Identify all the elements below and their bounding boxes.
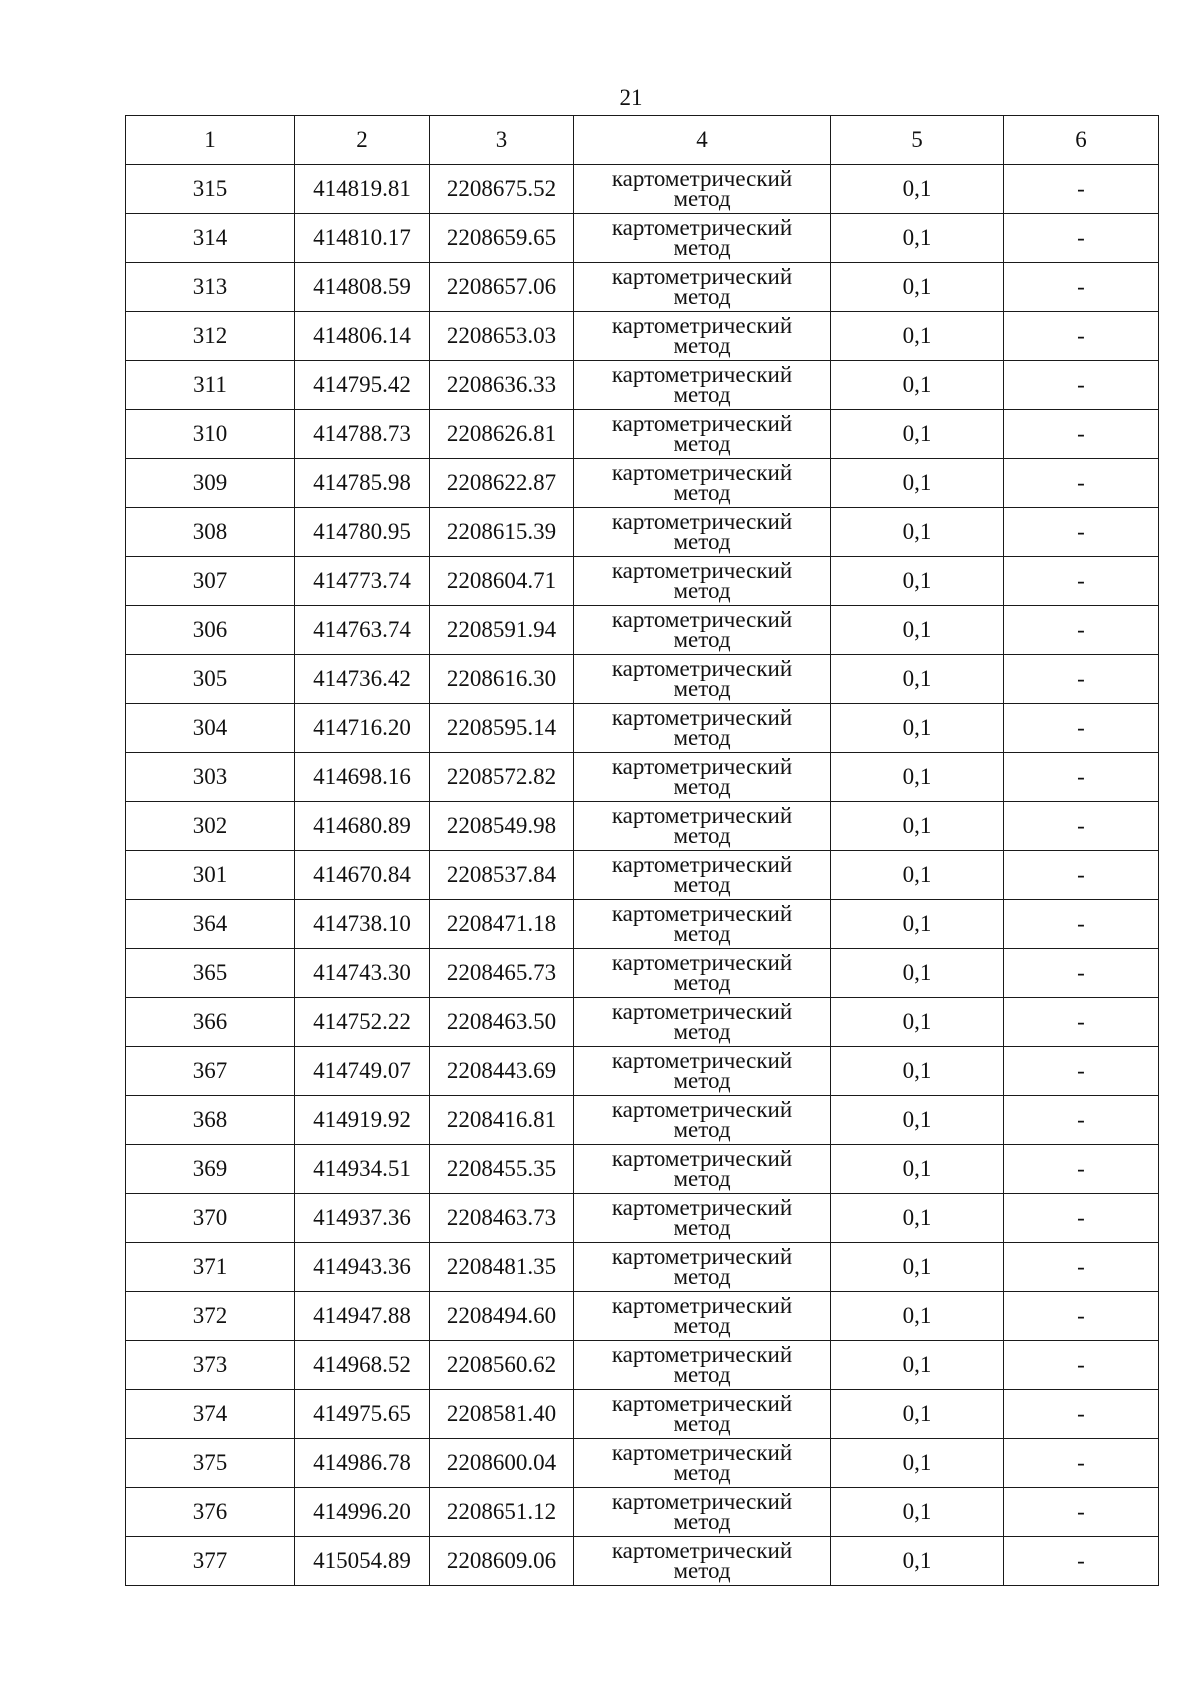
table-row bbox=[126, 1292, 1159, 1341]
coordinates-table bbox=[125, 115, 1159, 1586]
x-coordinate-cell: 414810.17 bbox=[295, 214, 430, 263]
method-line-2: метод bbox=[673, 676, 731, 701]
x-coordinate-cell: 414919.92 bbox=[295, 1096, 430, 1145]
accuracy-cell: 0,1 bbox=[831, 1341, 1004, 1390]
method-line-2: метод bbox=[673, 1460, 731, 1485]
method-line-1: картометрический bbox=[611, 558, 793, 583]
point-number-cell: 308 bbox=[126, 508, 295, 557]
method-line-2: метод bbox=[673, 1166, 731, 1191]
method-line-2: метод bbox=[673, 1509, 731, 1534]
note-cell: - bbox=[1004, 165, 1159, 214]
point-number-cell: 305 bbox=[126, 655, 295, 704]
table-row bbox=[126, 165, 1159, 214]
method-cell bbox=[574, 900, 831, 949]
method-line-2: метод bbox=[673, 725, 731, 750]
x-coordinate-cell: 414785.98 bbox=[295, 459, 430, 508]
method-line-1: картометрический bbox=[611, 852, 793, 877]
method-line-1: картометрический bbox=[611, 999, 793, 1024]
method-cell bbox=[574, 1292, 831, 1341]
method-line-1: картометрический bbox=[611, 1391, 793, 1416]
method-line-2: метод bbox=[673, 333, 731, 358]
method-cell bbox=[574, 655, 831, 704]
note-cell: - bbox=[1004, 263, 1159, 312]
y-coordinate-cell: 2208626.81 bbox=[430, 410, 574, 459]
method-line-2: метод bbox=[673, 627, 731, 652]
point-number-cell: 370 bbox=[126, 1194, 295, 1243]
y-coordinate-cell: 2208549.98 bbox=[430, 802, 574, 851]
accuracy-cell: 0,1 bbox=[831, 1194, 1004, 1243]
point-number-cell: 302 bbox=[126, 802, 295, 851]
accuracy-cell: 0,1 bbox=[831, 1537, 1004, 1586]
x-coordinate-cell: 414947.88 bbox=[295, 1292, 430, 1341]
method-line-1: картометрический bbox=[611, 1244, 793, 1269]
table-row bbox=[126, 508, 1159, 557]
accuracy-cell: 0,1 bbox=[831, 998, 1004, 1047]
method-line-1: картометрический bbox=[611, 313, 793, 338]
method-cell bbox=[574, 410, 831, 459]
note-cell: - bbox=[1004, 949, 1159, 998]
y-coordinate-cell: 2208443.69 bbox=[430, 1047, 574, 1096]
method-line-1: картометрический bbox=[611, 1097, 793, 1122]
x-coordinate-cell: 414763.74 bbox=[295, 606, 430, 655]
method-line-1: картометрический bbox=[611, 950, 793, 975]
method-cell bbox=[574, 1047, 831, 1096]
method-line-1: картометрический bbox=[611, 901, 793, 926]
method-cell bbox=[574, 704, 831, 753]
method-cell bbox=[574, 459, 831, 508]
method-cell bbox=[574, 312, 831, 361]
x-coordinate-cell: 414808.59 bbox=[295, 263, 430, 312]
method-cell bbox=[574, 606, 831, 655]
accuracy-cell: 0,1 bbox=[831, 655, 1004, 704]
method-line-2: метод bbox=[673, 480, 731, 505]
column-header-4: 4 bbox=[574, 116, 831, 165]
method-cell bbox=[574, 753, 831, 802]
y-coordinate-cell: 2208651.12 bbox=[430, 1488, 574, 1537]
y-coordinate-cell: 2208657.06 bbox=[430, 263, 574, 312]
accuracy-cell: 0,1 bbox=[831, 1488, 1004, 1537]
method-line-1: картометрический bbox=[611, 705, 793, 730]
method-cell bbox=[574, 1194, 831, 1243]
method-line-2: метод bbox=[673, 1117, 731, 1142]
table-row bbox=[126, 998, 1159, 1047]
accuracy-cell: 0,1 bbox=[831, 606, 1004, 655]
x-coordinate-cell: 414788.73 bbox=[295, 410, 430, 459]
y-coordinate-cell: 2208471.18 bbox=[430, 900, 574, 949]
method-line-1: картометрический bbox=[611, 754, 793, 779]
table-row bbox=[126, 1194, 1159, 1243]
method-cell bbox=[574, 1145, 831, 1194]
accuracy-cell: 0,1 bbox=[831, 1243, 1004, 1292]
accuracy-cell: 0,1 bbox=[831, 1096, 1004, 1145]
point-number-cell: 365 bbox=[126, 949, 295, 998]
method-line-2: метод bbox=[673, 1068, 731, 1093]
method-line-1: картометрический bbox=[611, 1293, 793, 1318]
method-line-2: метод bbox=[673, 382, 731, 407]
point-number-cell: 309 bbox=[126, 459, 295, 508]
x-coordinate-cell: 414743.30 bbox=[295, 949, 430, 998]
method-cell bbox=[574, 802, 831, 851]
method-line-1: картометрический bbox=[611, 215, 793, 240]
method-line-2: метод bbox=[673, 921, 731, 946]
x-coordinate-cell: 414943.36 bbox=[295, 1243, 430, 1292]
x-coordinate-cell: 414752.22 bbox=[295, 998, 430, 1047]
table-row bbox=[126, 1145, 1159, 1194]
x-coordinate-cell: 414738.10 bbox=[295, 900, 430, 949]
point-number-cell: 310 bbox=[126, 410, 295, 459]
note-cell: - bbox=[1004, 606, 1159, 655]
point-number-cell: 375 bbox=[126, 1439, 295, 1488]
y-coordinate-cell: 2208675.52 bbox=[430, 165, 574, 214]
note-cell: - bbox=[1004, 1390, 1159, 1439]
accuracy-cell: 0,1 bbox=[831, 263, 1004, 312]
x-coordinate-cell: 414749.07 bbox=[295, 1047, 430, 1096]
note-cell: - bbox=[1004, 1047, 1159, 1096]
y-coordinate-cell: 2208537.84 bbox=[430, 851, 574, 900]
y-coordinate-cell: 2208463.50 bbox=[430, 998, 574, 1047]
y-coordinate-cell: 2208581.40 bbox=[430, 1390, 574, 1439]
y-coordinate-cell: 2208572.82 bbox=[430, 753, 574, 802]
table-header-row bbox=[126, 116, 1159, 165]
y-coordinate-cell: 2208595.14 bbox=[430, 704, 574, 753]
accuracy-cell: 0,1 bbox=[831, 459, 1004, 508]
accuracy-cell: 0,1 bbox=[831, 753, 1004, 802]
accuracy-cell: 0,1 bbox=[831, 900, 1004, 949]
note-cell: - bbox=[1004, 1537, 1159, 1586]
note-cell: - bbox=[1004, 1096, 1159, 1145]
method-cell bbox=[574, 214, 831, 263]
accuracy-cell: 0,1 bbox=[831, 1292, 1004, 1341]
point-number-cell: 366 bbox=[126, 998, 295, 1047]
point-number-cell: 312 bbox=[126, 312, 295, 361]
method-line-1: картометрический bbox=[611, 607, 793, 632]
accuracy-cell: 0,1 bbox=[831, 802, 1004, 851]
column-header-6: 6 bbox=[1004, 116, 1159, 165]
y-coordinate-cell: 2208622.87 bbox=[430, 459, 574, 508]
x-coordinate-cell: 414680.89 bbox=[295, 802, 430, 851]
x-coordinate-cell: 414780.95 bbox=[295, 508, 430, 557]
page-number: 21 bbox=[619, 85, 643, 110]
method-cell bbox=[574, 508, 831, 557]
y-coordinate-cell: 2208494.60 bbox=[430, 1292, 574, 1341]
method-line-1: картометрический bbox=[611, 1440, 793, 1465]
table-row bbox=[126, 1047, 1159, 1096]
table-body bbox=[126, 165, 1159, 1586]
table-row bbox=[126, 851, 1159, 900]
accuracy-cell: 0,1 bbox=[831, 557, 1004, 606]
point-number-cell: 313 bbox=[126, 263, 295, 312]
note-cell: - bbox=[1004, 214, 1159, 263]
x-coordinate-cell: 414806.14 bbox=[295, 312, 430, 361]
y-coordinate-cell: 2208636.33 bbox=[430, 361, 574, 410]
point-number-cell: 306 bbox=[126, 606, 295, 655]
accuracy-cell: 0,1 bbox=[831, 851, 1004, 900]
point-number-cell: 314 bbox=[126, 214, 295, 263]
column-header-5: 5 bbox=[831, 116, 1004, 165]
method-line-2: метод bbox=[673, 431, 731, 456]
accuracy-cell: 0,1 bbox=[831, 1047, 1004, 1096]
table-row bbox=[126, 655, 1159, 704]
method-line-2: метод bbox=[673, 774, 731, 799]
note-cell: - bbox=[1004, 1488, 1159, 1537]
note-cell: - bbox=[1004, 1439, 1159, 1488]
y-coordinate-cell: 2208465.73 bbox=[430, 949, 574, 998]
table-row bbox=[126, 557, 1159, 606]
method-cell bbox=[574, 1537, 831, 1586]
note-cell: - bbox=[1004, 361, 1159, 410]
y-coordinate-cell: 2208604.71 bbox=[430, 557, 574, 606]
method-line-2: метод bbox=[673, 1215, 731, 1240]
method-cell bbox=[574, 1488, 831, 1537]
column-header-3: 3 bbox=[430, 116, 574, 165]
accuracy-cell: 0,1 bbox=[831, 1439, 1004, 1488]
point-number-cell: 377 bbox=[126, 1537, 295, 1586]
method-line-1: картометрический bbox=[611, 411, 793, 436]
point-number-cell: 367 bbox=[126, 1047, 295, 1096]
method-line-2: метод bbox=[673, 1558, 731, 1583]
method-line-1: картометрический bbox=[611, 362, 793, 387]
accuracy-cell: 0,1 bbox=[831, 1145, 1004, 1194]
point-number-cell: 373 bbox=[126, 1341, 295, 1390]
note-cell: - bbox=[1004, 557, 1159, 606]
y-coordinate-cell: 2208616.30 bbox=[430, 655, 574, 704]
method-line-1: картометрический bbox=[611, 264, 793, 289]
note-cell: - bbox=[1004, 900, 1159, 949]
method-line-1: картометрический bbox=[611, 656, 793, 681]
method-line-2: метод bbox=[673, 1362, 731, 1387]
accuracy-cell: 0,1 bbox=[831, 312, 1004, 361]
column-header-1: 1 bbox=[126, 116, 295, 165]
note-cell: - bbox=[1004, 998, 1159, 1047]
note-cell: - bbox=[1004, 1292, 1159, 1341]
table-row bbox=[126, 802, 1159, 851]
y-coordinate-cell: 2208416.81 bbox=[430, 1096, 574, 1145]
note-cell: - bbox=[1004, 410, 1159, 459]
method-line-2: метод bbox=[673, 186, 731, 211]
y-coordinate-cell: 2208609.06 bbox=[430, 1537, 574, 1586]
x-coordinate-cell: 414698.16 bbox=[295, 753, 430, 802]
note-cell: - bbox=[1004, 459, 1159, 508]
point-number-cell: 371 bbox=[126, 1243, 295, 1292]
method-cell bbox=[574, 998, 831, 1047]
y-coordinate-cell: 2208615.39 bbox=[430, 508, 574, 557]
accuracy-cell: 0,1 bbox=[831, 1390, 1004, 1439]
method-line-2: метод bbox=[673, 529, 731, 554]
note-cell: - bbox=[1004, 1145, 1159, 1194]
method-cell bbox=[574, 1341, 831, 1390]
method-line-1: картометрический bbox=[611, 1489, 793, 1514]
y-coordinate-cell: 2208481.35 bbox=[430, 1243, 574, 1292]
table-row bbox=[126, 1488, 1159, 1537]
method-line-2: метод bbox=[673, 970, 731, 995]
y-coordinate-cell: 2208560.62 bbox=[430, 1341, 574, 1390]
table-row bbox=[126, 900, 1159, 949]
method-line-2: метод bbox=[673, 1411, 731, 1436]
table-row bbox=[126, 410, 1159, 459]
table-row bbox=[126, 263, 1159, 312]
y-coordinate-cell: 2208600.04 bbox=[430, 1439, 574, 1488]
x-coordinate-cell: 414937.36 bbox=[295, 1194, 430, 1243]
note-cell: - bbox=[1004, 1243, 1159, 1292]
y-coordinate-cell: 2208659.65 bbox=[430, 214, 574, 263]
method-line-1: картометрический bbox=[611, 1048, 793, 1073]
method-line-1: картометрический bbox=[611, 803, 793, 828]
method-cell bbox=[574, 263, 831, 312]
method-line-2: метод bbox=[673, 578, 731, 603]
method-cell bbox=[574, 949, 831, 998]
method-cell bbox=[574, 1439, 831, 1488]
method-cell bbox=[574, 557, 831, 606]
x-coordinate-cell: 414773.74 bbox=[295, 557, 430, 606]
table-row bbox=[126, 214, 1159, 263]
table-row bbox=[126, 949, 1159, 998]
point-number-cell: 315 bbox=[126, 165, 295, 214]
point-number-cell: 372 bbox=[126, 1292, 295, 1341]
table-row bbox=[126, 1341, 1159, 1390]
accuracy-cell: 0,1 bbox=[831, 704, 1004, 753]
method-line-1: картометрический bbox=[611, 1538, 793, 1563]
x-coordinate-cell: 414986.78 bbox=[295, 1439, 430, 1488]
table-row bbox=[126, 1390, 1159, 1439]
table-row bbox=[126, 1537, 1159, 1586]
x-coordinate-cell: 414968.52 bbox=[295, 1341, 430, 1390]
x-coordinate-cell: 414716.20 bbox=[295, 704, 430, 753]
table-row bbox=[126, 704, 1159, 753]
table-row bbox=[126, 753, 1159, 802]
x-coordinate-cell: 415054.89 bbox=[295, 1537, 430, 1586]
method-line-2: метод bbox=[673, 1264, 731, 1289]
point-number-cell: 301 bbox=[126, 851, 295, 900]
method-line-2: метод bbox=[673, 872, 731, 897]
x-coordinate-cell: 414934.51 bbox=[295, 1145, 430, 1194]
point-number-cell: 374 bbox=[126, 1390, 295, 1439]
point-number-cell: 304 bbox=[126, 704, 295, 753]
x-coordinate-cell: 414736.42 bbox=[295, 655, 430, 704]
method-line-2: метод bbox=[673, 284, 731, 309]
method-cell bbox=[574, 1390, 831, 1439]
method-line-1: картометрический bbox=[611, 460, 793, 485]
method-line-2: метод bbox=[673, 235, 731, 260]
table-row bbox=[126, 1439, 1159, 1488]
method-line-1: картометрический bbox=[611, 1342, 793, 1367]
note-cell: - bbox=[1004, 802, 1159, 851]
note-cell: - bbox=[1004, 1194, 1159, 1243]
table-row bbox=[126, 1096, 1159, 1145]
accuracy-cell: 0,1 bbox=[831, 214, 1004, 263]
accuracy-cell: 0,1 bbox=[831, 361, 1004, 410]
table-row bbox=[126, 361, 1159, 410]
accuracy-cell: 0,1 bbox=[831, 165, 1004, 214]
x-coordinate-cell: 414670.84 bbox=[295, 851, 430, 900]
method-line-2: метод bbox=[673, 1019, 731, 1044]
method-cell bbox=[574, 1243, 831, 1292]
point-number-cell: 376 bbox=[126, 1488, 295, 1537]
x-coordinate-cell: 414996.20 bbox=[295, 1488, 430, 1537]
table-row bbox=[126, 1243, 1159, 1292]
point-number-cell: 307 bbox=[126, 557, 295, 606]
method-line-2: метод bbox=[673, 1313, 731, 1338]
table-row bbox=[126, 459, 1159, 508]
method-cell bbox=[574, 361, 831, 410]
y-coordinate-cell: 2208463.73 bbox=[430, 1194, 574, 1243]
accuracy-cell: 0,1 bbox=[831, 410, 1004, 459]
method-line-1: картометрический bbox=[611, 509, 793, 534]
method-line-2: метод bbox=[673, 823, 731, 848]
method-line-1: картометрический bbox=[611, 1195, 793, 1220]
method-line-1: картометрический bbox=[611, 1146, 793, 1171]
table-row bbox=[126, 606, 1159, 655]
y-coordinate-cell: 2208455.35 bbox=[430, 1145, 574, 1194]
point-number-cell: 364 bbox=[126, 900, 295, 949]
note-cell: - bbox=[1004, 851, 1159, 900]
note-cell: - bbox=[1004, 312, 1159, 361]
point-number-cell: 369 bbox=[126, 1145, 295, 1194]
point-number-cell: 368 bbox=[126, 1096, 295, 1145]
note-cell: - bbox=[1004, 1341, 1159, 1390]
accuracy-cell: 0,1 bbox=[831, 949, 1004, 998]
method-cell bbox=[574, 1096, 831, 1145]
method-cell bbox=[574, 851, 831, 900]
note-cell: - bbox=[1004, 704, 1159, 753]
x-coordinate-cell: 414795.42 bbox=[295, 361, 430, 410]
note-cell: - bbox=[1004, 753, 1159, 802]
y-coordinate-cell: 2208653.03 bbox=[430, 312, 574, 361]
x-coordinate-cell: 414975.65 bbox=[295, 1390, 430, 1439]
method-line-1: картометрический bbox=[611, 166, 793, 191]
column-header-2: 2 bbox=[295, 116, 430, 165]
x-coordinate-cell: 414819.81 bbox=[295, 165, 430, 214]
point-number-cell: 311 bbox=[126, 361, 295, 410]
note-cell: - bbox=[1004, 655, 1159, 704]
method-cell bbox=[574, 165, 831, 214]
note-cell: - bbox=[1004, 508, 1159, 557]
table-row bbox=[126, 312, 1159, 361]
y-coordinate-cell: 2208591.94 bbox=[430, 606, 574, 655]
accuracy-cell: 0,1 bbox=[831, 508, 1004, 557]
point-number-cell: 303 bbox=[126, 753, 295, 802]
